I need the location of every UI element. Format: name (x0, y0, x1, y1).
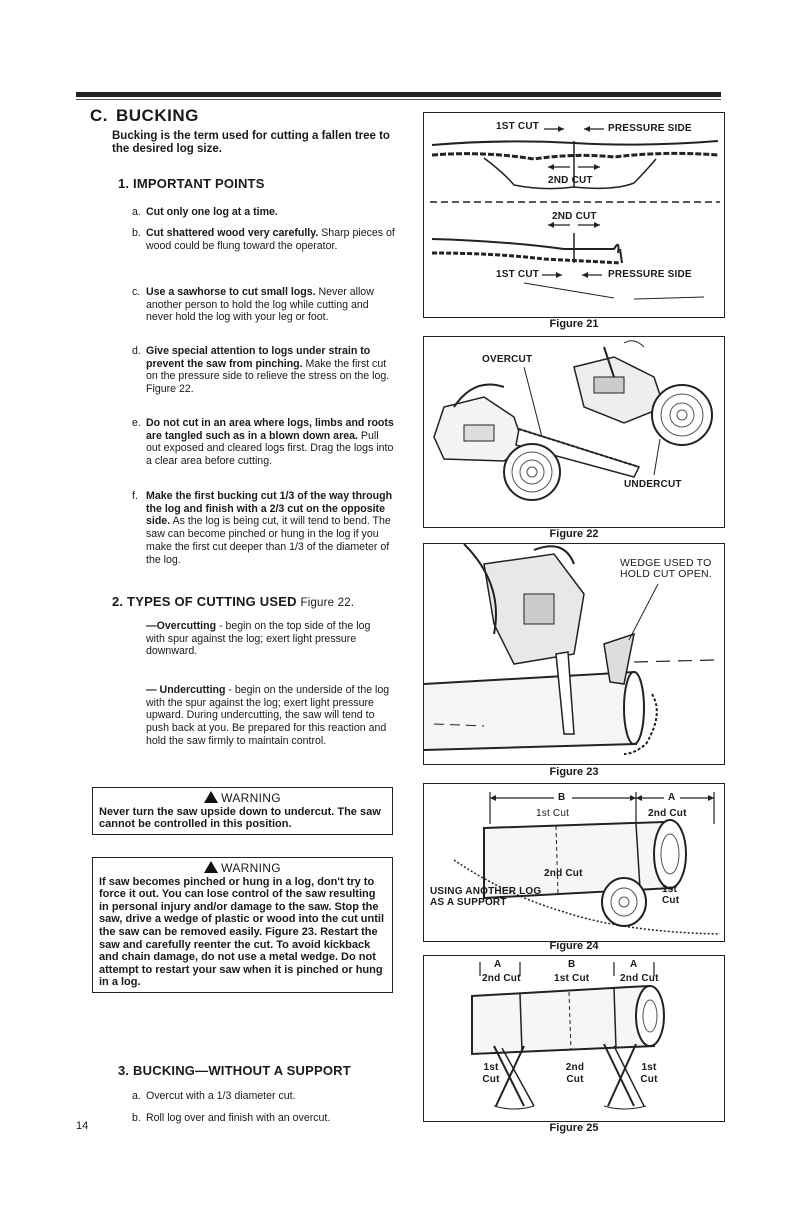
warning-triangle-icon (204, 791, 218, 803)
cutting-type-item (146, 620, 391, 658)
fig21-bottom-first-cut: 1ST CUT (496, 269, 540, 280)
figure-22 (423, 336, 725, 528)
without-support-item (132, 1090, 396, 1103)
fig25-first-cut-mid: 1st Cut (554, 973, 590, 984)
cutting-type-item (146, 684, 391, 748)
types-heading-ref: Figure 22. (300, 597, 355, 609)
fig21-bottom-second-cut: 2ND CUT (552, 211, 597, 222)
item-bold: Cut shattered wood very carefully. (146, 227, 319, 239)
warning-text: If saw becomes pinched or hung in a log, don't try to force it out. You can lose control of the saw resulting in personal injury and/or damage to the saw. Stop the saw, drive a wedge of plastic or wood into the cut until the saw can be removed easily. Figure 23. Restart the saw and carefully reenter the cut. To avoid kickback and chain damage, do not use a metal wedge. Do not attempt to restart your saw when it is pinched or hung in a log. (99, 875, 385, 989)
fig24-first-cut-small: 1st Cut (662, 884, 680, 906)
item-bold: Give special attention to logs under strain to prevent the saw from pinching. (146, 345, 371, 370)
cutting-type-bold: —Overcutting (146, 620, 217, 632)
item-label: a. (132, 1090, 141, 1102)
cutting-type-bold: — Undercutting (146, 684, 226, 696)
warning-box-upside-down (92, 787, 393, 835)
fig22-undercut-label: UNDERCUT (624, 479, 682, 490)
important-item (132, 227, 396, 252)
warning-heading (99, 861, 386, 875)
item-label: e. (132, 417, 141, 429)
item-label: a. (132, 206, 141, 218)
types-heading-text: 2. TYPES OF CUTTING USED (112, 594, 297, 609)
important-item (132, 206, 396, 219)
figure-22-caption: Figure 22 (549, 528, 599, 540)
fig25-bottom-second: 2nd Cut (565, 1062, 585, 1085)
item-rest: Make the first cut on the pressure side to relieve the stress on the log. Figure 22. (146, 357, 390, 396)
figure-24-caption: Figure 24 (549, 940, 599, 952)
figure-25-caption: Figure 25 (549, 1122, 599, 1134)
fig24-a-label: A (668, 792, 676, 803)
fig24-second-cut-log: 2nd Cut (544, 868, 583, 879)
page-number: 14 (76, 1120, 89, 1132)
item-bold: Cut only one log at a time. (146, 206, 278, 218)
fig23-wedge-label: WEDGE USED TO HOLD CUT OPEN. (620, 557, 712, 580)
without-support-heading: 3. BUCKING—WITHOUT A SUPPORT (118, 1063, 351, 1078)
item-bold: Make the first bucking cut 1/3 of the way through the log and finish with a 2/3 cut on the opposite side. (146, 490, 393, 528)
item-label: b. (132, 1112, 141, 1124)
fig25-bottom-first-right: 1st Cut (640, 1062, 658, 1085)
warning-title: WARNING (221, 791, 281, 805)
item-label: d. (132, 345, 141, 357)
item-label: b. (132, 227, 141, 239)
intro-text: Bucking is the term used for cutting a fallen tree to the desired log size. (112, 130, 390, 155)
fig21-top-second-cut: 2ND CUT (548, 175, 593, 186)
section-title (90, 106, 199, 126)
section-name: BUCKING (116, 106, 199, 125)
fig24-first-cut-top: 1st Cut (536, 808, 570, 819)
item-text: Roll log over and finish with an overcut. (146, 1112, 331, 1124)
item-bold: Do not cut in an area where logs, limbs and roots are tangled such as in a blown down area. (146, 417, 394, 442)
figure-24 (423, 783, 725, 942)
top-rule-thin (76, 99, 721, 100)
warning-title: WARNING (221, 861, 281, 875)
top-rule (76, 92, 721, 97)
fig25-a-right-label: A (630, 959, 638, 970)
figure-21-caption: Figure 21 (549, 318, 599, 330)
figure-21 (423, 112, 725, 318)
item-bold: Use a sawhorse to cut small logs. (146, 286, 316, 298)
important-item (132, 286, 396, 324)
item-label: c. (132, 286, 141, 298)
without-support-item (132, 1112, 396, 1125)
important-points-heading: 1. IMPORTANT POINTS (118, 176, 265, 191)
item-text: Overcut with a 1/3 diameter cut. (146, 1090, 296, 1102)
fig21-top-pressure-side: PRESSURE SIDE (608, 123, 692, 134)
important-item (132, 417, 396, 468)
figure-22-drawing (424, 337, 724, 527)
warning-text: Never turn the saw upside down to undercut. The saw cannot be controlled in this position. (99, 805, 381, 831)
important-item (132, 345, 396, 396)
item-rest: Pull out exposed and cleared logs first. Drag the logs into a clear area before cutting. (146, 429, 394, 468)
item-rest: Sharp pieces of wood could be flung toward the operator. (146, 227, 395, 252)
fig25-second-cut-right: 2nd Cut (620, 973, 659, 984)
fig24-second-cut-top: 2nd Cut (648, 808, 687, 819)
fig25-bottom-first-left: 1st Cut (482, 1062, 500, 1085)
cutting-type-rest: - begin on the top side of the log with spur against the log; exert light pressure downward. (146, 620, 371, 658)
fig24-using-label: USING ANOTHER LOG AS A SUPPORT (430, 886, 542, 908)
item-label: f. (132, 490, 138, 502)
cutting-type-rest: - begin on the underside of the log with the spur against the log; exert light pressure upward. During undercutting, the saw will tend to push back at you. Be prepared for this reaction and hold the saw firmly to maintain control. (146, 684, 390, 747)
figure-23 (423, 543, 725, 765)
section-letter: C. (90, 106, 108, 125)
fig21-top-first-cut: 1ST CUT (496, 121, 540, 132)
fig25-b-label: B (568, 959, 576, 970)
warning-heading (99, 791, 386, 805)
figure-23-caption: Figure 23 (549, 766, 599, 778)
types-heading (112, 594, 354, 609)
figure-25 (423, 955, 725, 1122)
fig21-bottom-pressure-side: PRESSURE SIDE (608, 269, 692, 280)
fig24-b-label: B (558, 792, 566, 803)
fig25-second-cut-left: 2nd Cut (482, 973, 521, 984)
item-rest: Never allow another person to hold the log while cutting and never hold the log with your leg or foot. (146, 286, 374, 324)
fig22-overcut-label: OVERCUT (482, 354, 533, 365)
warning-box-pinched (92, 857, 393, 993)
item-rest: As the log is being cut, it will tend to bend. The saw can become pinched or hung in the log if you make the first cut deeper than 1/3 of the diameter of the log. (146, 515, 391, 566)
important-item (132, 490, 396, 566)
warning-triangle-icon (204, 861, 218, 873)
fig25-a-left-label: A (494, 959, 502, 970)
